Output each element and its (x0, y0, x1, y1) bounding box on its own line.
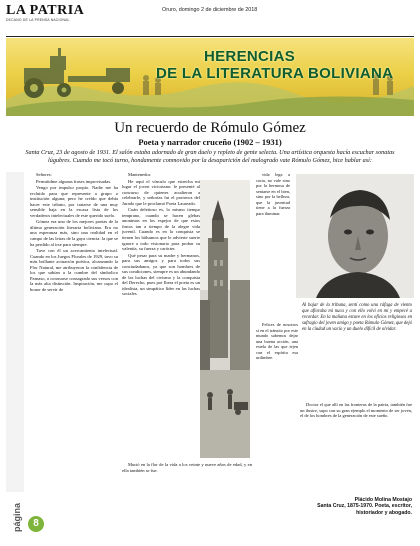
article-subhead: Poeta y narrador cruceño (1902 – 1931) (138, 137, 282, 147)
article-lead: Santa Cruz, 23 de agosto de 1931. El salón estaba adornado de gran duelo y repleto de gente selecta. Una artística orquesta hacía escuchar sonatas lúgubres. Cuando me tocó turno, hondamente conmovido por la desaparición del malogrado vate Rómulo Gómez, hice hablar así: (25, 149, 395, 164)
left-margin-band (6, 172, 24, 492)
article-headline: Un recuerdo de Rómulo Gómez (114, 120, 306, 136)
paragraph: Permitidme algunas frases improvisadas. (36, 178, 112, 184)
paragraph: Mantenedor. (128, 172, 152, 177)
paragraph: vida lega a corta, no vale sino por la hermosa de sentarse en el bien, sino por la belleza, que la juventud tiene a la fuerza para iluminar. (256, 172, 290, 216)
masthead (0, 0, 420, 40)
section-label (6, 490, 26, 534)
newspaper-logo: LA PATRIA (6, 3, 85, 18)
paragraph: Murió en la flor de la vida a los veinte y nueve años de edad, y en ella también se fue. (122, 462, 252, 473)
article-column-3 (256, 322, 298, 534)
article-column-2-bottom (122, 462, 252, 532)
historic-street-photo (200, 180, 250, 458)
paragraph: Cuán deleitoso es, lo mismo tiempo temprano, cuando se hacen glebas anonimas en los espejos de que estos frutos tan a tiempo de la alegre vida juvenil. Cuando es en la conquista se tienen los bálsamos que le advierte suerte ignore a todo visionario para probar su valentía, su fuerza y carácter. (122, 207, 200, 252)
author-signature (300, 497, 412, 516)
paragraph: Qué pesar para su madre y hermanos, para sus amigos y para todos sus conciudadanos, ya que son hombres de sus condiciones, siempre es un abundando de las luchas del civismo y la conquista del Derecho, pues por Ibera el poeta es un idealista, un simpático líder en las luchas sociales. (122, 252, 200, 297)
paragraph: Vengo por impulso propio. Nadie me ha recluido para que represente a grupo o institución alguna; pero he creído que debía hacer este tributo, por tratarse de una muy sensible baja en la escasa lista de los verdaderos intelectuales de este querido suelo. (30, 185, 118, 218)
section-banner (6, 38, 414, 116)
author-role: Santa Cruz, 1875-1970. Poeta, escritor, historiador y abogado. (317, 503, 412, 516)
article-column-2 (122, 172, 200, 352)
banner-title-line2: DE LA LITERATURA BOLIVIANA (156, 65, 394, 82)
paragraph: Señores: (36, 172, 52, 177)
paragraph: Felices de nosotros si en el tránsito por este mundo sabemos dejar una buena acción, una estela de las que tejen con el espíritu esa urdimbre. (256, 322, 298, 361)
banner-title-line1: HERENCIAS (204, 48, 296, 65)
article-column-1 (30, 172, 118, 512)
newspaper-tagline: DECANO DE LA PRENSA NACIONAL (6, 18, 70, 22)
paragraph: Doctor el que allí en las fronteras de la patria, también fue un ilustre, supo con su gran ejemplo el momento de ser joven, el de los hombres de la generación de este sueño. (300, 402, 412, 419)
portrait-photo (296, 174, 414, 298)
masthead-rule (6, 36, 414, 37)
section-label-text: página (12, 502, 22, 532)
paragraph: He aquí el vínculo que estrecha mi lugar el joven victoriano: le presenté al concurso de quienes acudieron a celebrarle, y señorías fui el portavoz del Jurado que le proclamó Poeta Laureado. (122, 178, 200, 206)
author-name: Plácido Molina Mostajo (354, 497, 412, 503)
paragraph: Tuve con él un acercamiento intelectual. Cuando en los Juegos Florales de 1929, tuvo su más brillante actuación poética, alcanzando la Flor Natural, me atribuyeron la confidencia de los que sabían a la cumbre del símbolico Parnaso, a coronarse consagrado sus versos con la más alta distinción. Inspiración, me cupo el honor de servir de (30, 248, 118, 292)
dateline: Oruro, domingo 2 de diciembre de 2018 (162, 7, 258, 13)
page-number-badge: 8 (28, 516, 44, 532)
article-column-3-top (256, 172, 290, 322)
article-column-4 (300, 402, 412, 478)
pull-quote: Al bajar de la tribuna, sentí como una ráfaga de viento que afloraba mi nuca y con ello volví en mí y empecé a recordar. En la mañana estuve en los oficios religiosos en sufragio del joven amigo y poeta Rómulo Gómez, que dejó en la ciudad un vacío y un duelo difícil de olvidar. (302, 303, 412, 332)
paragraph: Gómez era uno de los mejores poetas de la última generación literaria boliviana. Era no una esperanza más, sino una realidad en el campo de las letras de la gaya ciencia: la que se ha perdido al irse para siempre. (30, 219, 118, 247)
